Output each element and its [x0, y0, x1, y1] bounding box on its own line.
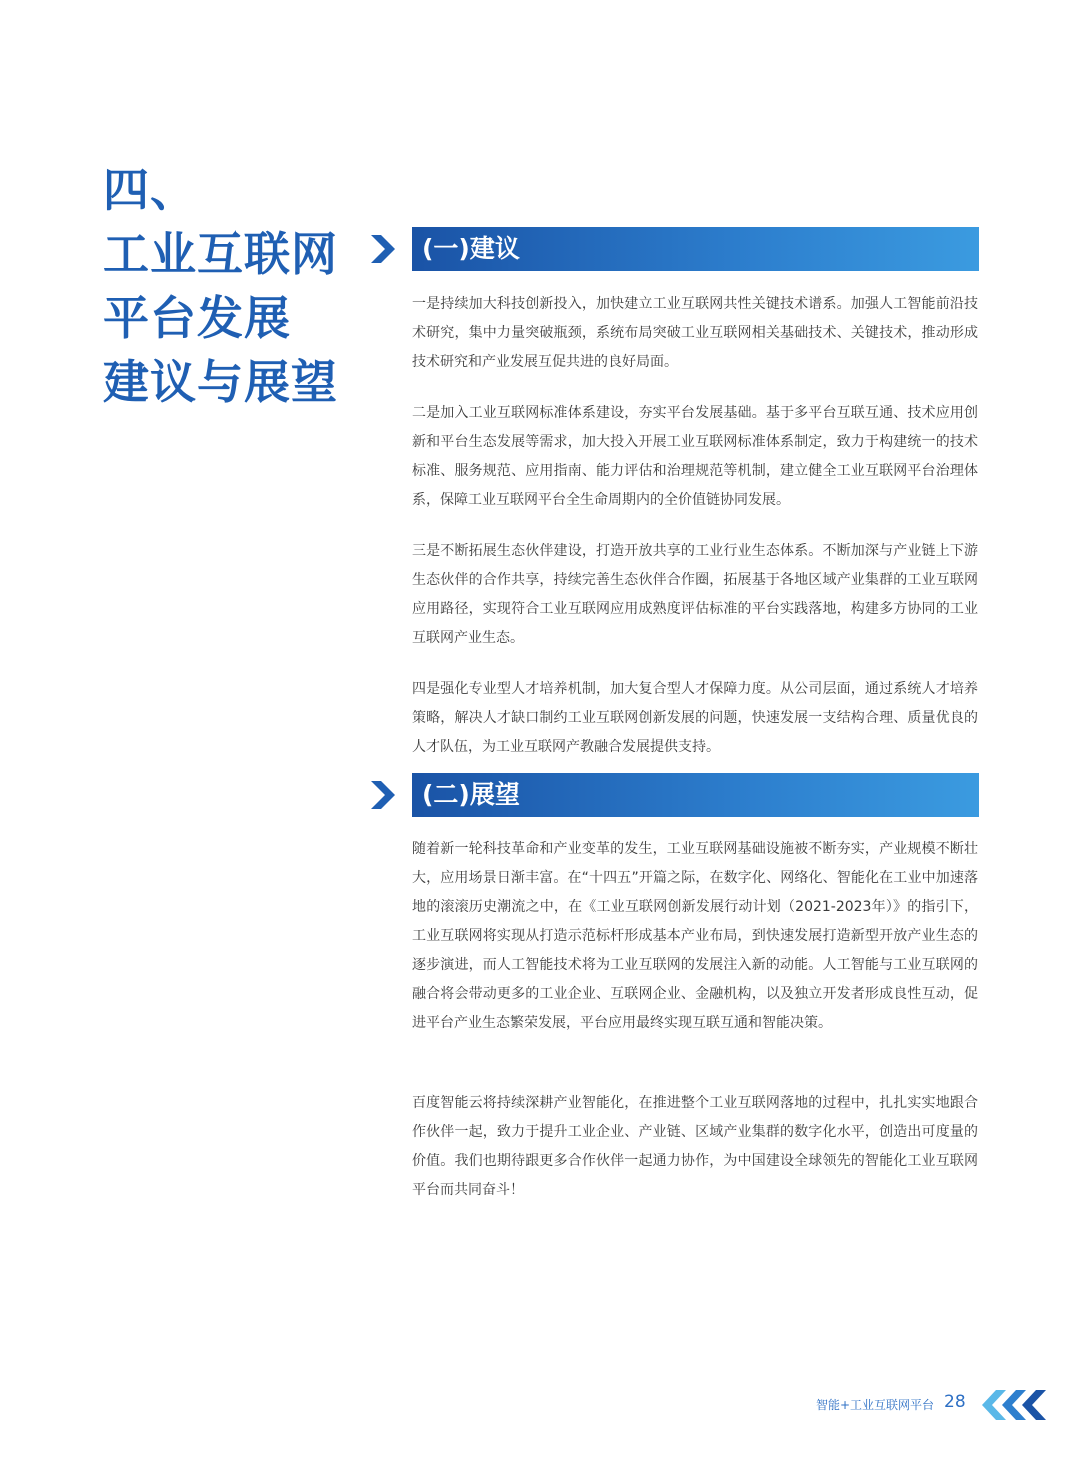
- section-header-suggestions: [367, 227, 979, 271]
- paragraph: 三是不断拓展生态伙伴建设，打造开放共享的工业行业生态体系。不断加深与产业链上下游生态伙伴的合作共享，持续完善生态伙伴合作圈，拓展基于各地区域产业集群的工业互联网应用路径，实现符合工业互联网应用成熟度评估标准的平台实践落地，构建多方协同的工业互联网产业生态。: [412, 543, 978, 646]
- section-heading-bar: [412, 227, 979, 271]
- section-heading: (二)展望: [422, 780, 520, 809]
- paragraph: 随着新一轮科技革命和产业变革的发生，工业互联网基础设施被不断夯实，产业规模不断壮大，应用场景日渐丰富。在“十四五”开篇之际，在数字化、网络化、智能化在工业中加速落地的滚滚历史潮流之中，在《工业互联网创新发展行动计划（2021-2023年）》的指引下，工业互联网将实现从打造示范标杆形成基本产业布局，到快速发展打造新型开放产业生态的逐步演进，而人工智能技术将为工业互联网的发展注入新的动能。人工智能与工业互联网的融合将会带动更多的工业企业、互联网企业、金融机构，以及独立开发者形成良性互动，促进平台产业生态繁荣发展，平台应用最终实现互联互通和智能决策。: [412, 841, 978, 1031]
- triple-chevron-left-icon: [976, 1388, 1054, 1422]
- chapter-title-line-4: 建议与展望: [103, 355, 338, 409]
- paragraph: 四是强化专业型人才培养机制，加大复合型人才保障力度。从公司层面，通过系统人才培养策略，解决人才缺口制约工业互联网创新发展的问题，快速发展一支结构合理、质量优良的人才队伍，为工业互联网产教融合发展提供支持。: [412, 681, 978, 755]
- page-number: 28: [944, 1392, 966, 1412]
- footer-publication-name: 智能+工业互联网平台: [816, 1398, 935, 1412]
- section-heading: (一)建议: [422, 234, 520, 263]
- chapter-title: [103, 158, 338, 414]
- chevron-right-icon: [367, 779, 399, 811]
- section-heading-bar: [412, 773, 979, 817]
- section-header-outlook: [367, 773, 979, 817]
- paragraph: 二是加入工业互联网标准体系建设，夯实平台发展基础。基于多平台互联互通、技术应用创新和平台生态发展等需求，加大投入开展工业互联网标准体系制定，致力于构建统一的技术标准、服务规范、应用指南、能力评估和治理规范等机制，建立健全工业互联网平台治理体系，保障工业互联网平台全生命周期内的全价值链协同发展。: [412, 405, 978, 508]
- chevron-right-icon: [367, 233, 399, 265]
- chapter-title-line-2: 工业互联网: [103, 227, 338, 281]
- chapter-title-line-1: 四、: [103, 163, 197, 217]
- paragraph: 百度智能云将持续深耕产业智能化，在推进整个工业互联网落地的过程中，扎扎实实地跟合作伙伴一起，致力于提升工业企业、产业链、区域产业集群的数字化水平，创造出可度量的价值。我们也期待跟更多合作伙伴一起通力协作，为中国建设全球领先的智能化工业互联网平台而共同奋斗！: [412, 1095, 978, 1198]
- paragraph: 一是持续加大科技创新投入，加快建立工业互联网共性关键技术谱系。加强人工智能前沿技术研究，集中力量突破瓶颈，系统布局突破工业互联网相关基础技术、关键技术，推动形成技术研究和产业发展互促共进的良好局面。: [412, 296, 978, 370]
- chapter-title-line-3: 平台发展: [103, 291, 291, 345]
